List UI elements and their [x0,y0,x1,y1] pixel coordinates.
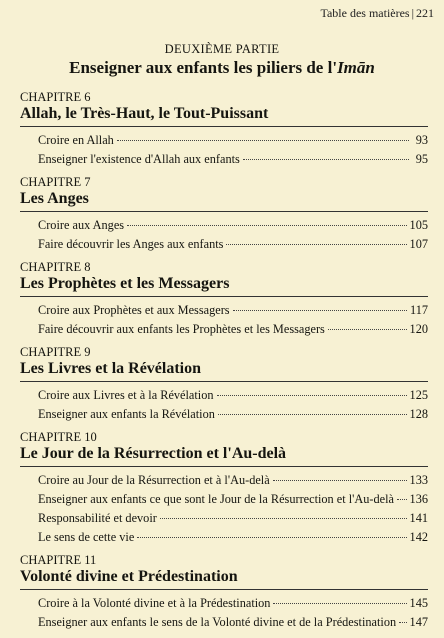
toc-entry-title: Faire découvrir aux enfants les Prophètes et les Messagers [38,322,325,336]
dot-leader [399,622,406,623]
toc-entry-title: Responsabilité et devoir [38,511,157,525]
header-title: Table des matières [320,6,410,20]
chapter-title: Les Livres et la Révélation [20,359,428,382]
part-title-italic: Imān [337,58,375,77]
dot-leader [243,159,409,160]
toc-entry-page: 147 [409,615,428,629]
chapter-label: CHAPITRE 8 [20,260,91,274]
toc-entry[interactable] [38,386,428,405]
toc-entry-title: Croire aux Prophètes et aux Messagers [38,303,230,317]
toc-entry-page: 145 [409,596,428,610]
toc-entry-title: Le sens de cette vie [38,530,135,544]
toc-entry[interactable] [38,594,428,613]
dot-leader [127,225,406,226]
toc-entry-page: 133 [409,473,428,487]
dot-leader [226,244,406,245]
part-label: DEUXIÈME PARTIE [164,42,280,56]
toc-entry-page: 120 [409,322,428,336]
dot-leader [273,480,407,481]
dot-leader [160,518,407,519]
running-header [320,6,434,21]
toc-entry[interactable] [38,150,428,169]
chapter-section [20,175,428,254]
chapter-title: Allah, le Très-Haut, le Tout-Puissant [20,104,428,127]
toc-entry[interactable] [38,613,428,632]
chapter-section [20,90,428,169]
toc-entry-title: Enseigner l'existence d'Allah aux enfants [38,152,240,166]
toc-entry-page: 93 [415,133,428,147]
toc-entry-page: 142 [409,530,428,544]
part-title-main: Enseigner aux enfants les piliers de l' [69,58,338,77]
toc-entry-page: 125 [409,388,428,402]
header-separator: | [411,6,414,20]
toc-entry-title: Enseigner aux enfants la Révélation [38,407,215,421]
chapter-label: CHAPITRE 10 [20,430,97,444]
chapter-title: Le Jour de la Résurrection et l'Au-delà [20,444,428,467]
toc-entry[interactable] [38,235,428,254]
chapter-label: CHAPITRE 11 [20,553,97,567]
page-number: 221 [416,6,434,20]
toc-entry-title: Croire aux Livres et à la Révélation [38,388,214,402]
toc-entry[interactable] [38,301,428,320]
toc-entry-title: Croire à la Volonté divine et à la Prédestination [38,596,271,610]
chapter-section [20,260,428,339]
toc-entry[interactable] [38,509,428,528]
toc-entry[interactable] [38,131,428,150]
dot-leader [233,310,407,311]
part-title [0,58,444,78]
chapter-label: CHAPITRE 6 [20,90,91,104]
toc-entry-title: Croire en Allah [38,133,114,147]
chapter-section [20,430,428,547]
toc-entry-page: 117 [410,303,428,317]
dot-leader [117,140,409,141]
toc-entry[interactable] [38,528,428,547]
table-of-contents [20,90,428,638]
dot-leader [218,414,407,415]
dot-leader [217,395,407,396]
toc-entry[interactable] [38,216,428,235]
dot-leader [328,329,407,330]
chapter-title: Volonté divine et Prédestination [20,567,428,590]
toc-entry-title: Croire au Jour de la Résurrection et à l'Au-delà [38,473,270,487]
toc-entry[interactable] [38,490,428,509]
toc-entry-page: 136 [409,492,428,506]
toc-entry-page: 141 [409,511,428,525]
toc-entry-title: Enseigner aux enfants ce que sont le Jour de la Résurrection et l'Au-delà [38,492,394,506]
dot-leader [397,499,407,500]
toc-entry[interactable] [38,320,428,339]
chapter-label: CHAPITRE 9 [20,345,91,359]
toc-entry[interactable] [38,405,428,424]
toc-entry-title: Faire découvrir les Anges aux enfants [38,237,224,251]
dot-leader [273,603,406,604]
dot-leader [137,537,406,538]
chapter-label: CHAPITRE 7 [20,175,91,189]
chapter-section [20,553,428,632]
toc-entry-page: 128 [409,407,428,421]
toc-entry-title: Croire aux Anges [38,218,125,232]
toc-entry-page: 95 [415,152,428,166]
chapter-title: Les Prophètes et les Messagers [20,274,428,297]
toc-entry[interactable] [38,471,428,490]
toc-entry-page: 107 [409,237,428,251]
chapter-title: Les Anges [20,189,428,212]
chapter-section [20,345,428,424]
toc-entry-title: Enseigner aux enfants le sens de la Volonté divine et de la Prédestination [38,615,397,629]
toc-entry-page: 105 [409,218,428,232]
